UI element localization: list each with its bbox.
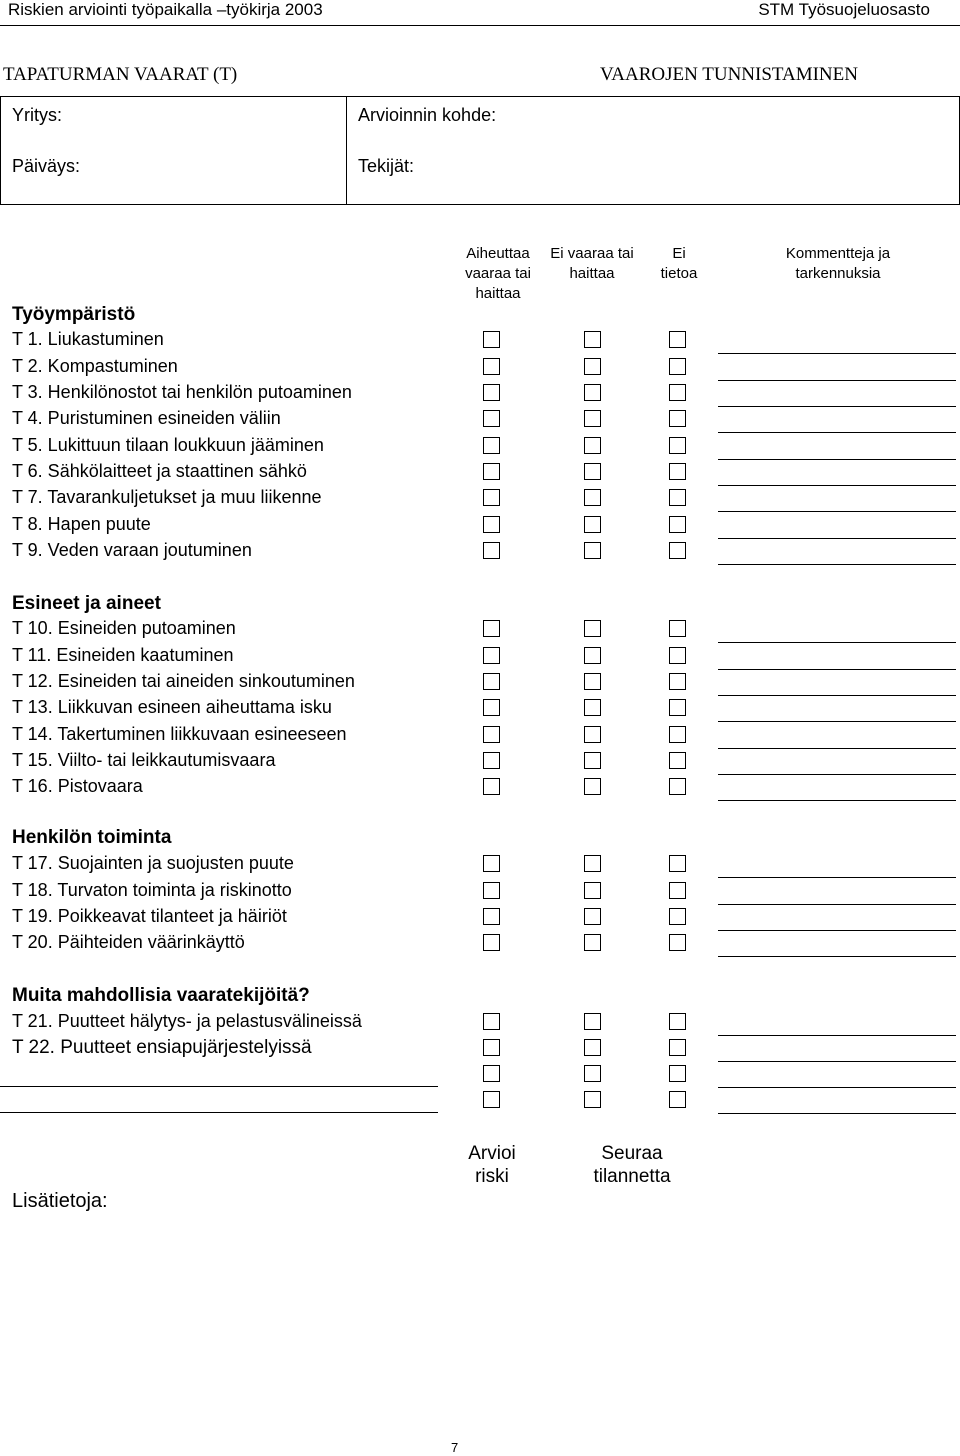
causes-hazard-checkbox[interactable] — [483, 882, 500, 899]
causes-hazard-checkbox[interactable] — [483, 1065, 500, 1082]
no-hazard-checkbox[interactable] — [584, 542, 601, 559]
comment-line[interactable] — [718, 642, 956, 643]
no-hazard-checkbox[interactable] — [584, 855, 601, 872]
free-text-line[interactable] — [0, 1086, 438, 1087]
hazard-item-label: T 12. Esineiden tai aineiden sinkoutuminen — [12, 671, 355, 691]
no-hazard-checkbox[interactable] — [584, 673, 601, 690]
causes-hazard-checkbox[interactable] — [483, 934, 500, 951]
comment-line[interactable] — [718, 1035, 956, 1036]
follow-up-label: Seuraa tilannetta — [593, 1143, 671, 1187]
causes-hazard-checkbox[interactable] — [483, 699, 500, 716]
no-info-checkbox[interactable] — [669, 934, 686, 951]
comment-line[interactable] — [718, 538, 956, 539]
assess-risk-label: Arvioi riski — [468, 1143, 516, 1187]
section-title: Muita mahdollisia vaaratekijöitä? — [12, 985, 310, 1006]
no-hazard-checkbox[interactable] — [584, 752, 601, 769]
no-info-checkbox[interactable] — [669, 1039, 686, 1056]
company-field[interactable] — [110, 102, 340, 128]
form-title: TAPATURMAN VAARAT (T) — [3, 64, 238, 85]
no-info-checkbox[interactable] — [669, 542, 686, 559]
no-hazard-checkbox[interactable] — [584, 882, 601, 899]
causes-hazard-checkbox[interactable] — [483, 620, 500, 637]
company-label: Yritys: — [12, 105, 63, 125]
no-hazard-checkbox[interactable] — [584, 410, 601, 427]
causes-hazard-checkbox[interactable] — [483, 1039, 500, 1056]
no-info-checkbox[interactable] — [669, 331, 686, 348]
col-comments: Kommentteja ja tarkennuksia — [785, 245, 891, 282]
causes-hazard-checkbox[interactable] — [483, 516, 500, 533]
no-info-checkbox[interactable] — [669, 358, 686, 375]
hazard-item-label: T 6. Sähkölaitteet ja staattinen sähkö — [12, 461, 307, 481]
causes-hazard-checkbox[interactable] — [483, 384, 500, 401]
comment-line[interactable] — [718, 432, 956, 433]
page-number: 7 — [451, 1440, 459, 1455]
comment-line[interactable] — [718, 956, 956, 957]
date-field[interactable] — [110, 152, 340, 178]
no-info-checkbox[interactable] — [669, 882, 686, 899]
comment-line[interactable] — [718, 930, 956, 931]
no-hazard-checkbox[interactable] — [584, 726, 601, 743]
comment-line[interactable] — [718, 877, 956, 878]
no-hazard-checkbox[interactable] — [584, 384, 601, 401]
authors-label: Tekijät: — [358, 156, 415, 176]
section-title: Esineet ja aineet — [12, 593, 161, 614]
no-info-checkbox[interactable] — [669, 647, 686, 664]
hazard-item-label: T 5. Lukittuun tilaan loukkuun jääminen — [12, 435, 324, 455]
causes-hazard-checkbox[interactable] — [483, 647, 500, 664]
hazard-item-label: T 22. Puutteet ensiapujärjestelyissä — [12, 1037, 312, 1058]
causes-hazard-checkbox[interactable] — [483, 410, 500, 427]
no-info-checkbox[interactable] — [669, 384, 686, 401]
no-info-checkbox[interactable] — [669, 855, 686, 872]
comment-line[interactable] — [718, 800, 956, 801]
hazard-item-label: T 18. Turvaton toiminta ja riskinotto — [12, 880, 292, 900]
comment-line[interactable] — [718, 774, 956, 775]
hazard-item-label: T 11. Esineiden kaatuminen — [12, 645, 234, 665]
free-text-line[interactable] — [0, 1112, 438, 1113]
col-causes-hazard: Aiheuttaa vaaraa tai haittaa — [465, 245, 531, 302]
no-info-checkbox[interactable] — [669, 778, 686, 795]
causes-hazard-checkbox[interactable] — [483, 489, 500, 506]
comment-line[interactable] — [718, 1113, 956, 1114]
comment-line[interactable] — [718, 721, 956, 722]
comment-line[interactable] — [718, 459, 956, 460]
comment-line[interactable] — [718, 669, 956, 670]
causes-hazard-checkbox[interactable] — [483, 1091, 500, 1108]
no-hazard-checkbox[interactable] — [584, 489, 601, 506]
authors-field[interactable] — [440, 152, 950, 178]
no-hazard-checkbox[interactable] — [584, 463, 601, 480]
no-hazard-checkbox[interactable] — [584, 699, 601, 716]
causes-hazard-checkbox[interactable] — [483, 673, 500, 690]
hazard-item-label: T 13. Liikkuvan esineen aiheuttama isku — [12, 697, 332, 717]
causes-hazard-checkbox[interactable] — [483, 331, 500, 348]
more-info-field[interactable] — [145, 1186, 445, 1214]
causes-hazard-checkbox[interactable] — [483, 778, 500, 795]
no-hazard-checkbox[interactable] — [584, 1091, 601, 1108]
causes-hazard-checkbox[interactable] — [483, 855, 500, 872]
form-subtitle: VAAROJEN TUNNISTAMINEN — [600, 64, 858, 85]
section-title: Työympäristö — [12, 304, 136, 325]
hazard-item-label: T 7. Tavarankuljetukset ja muu liikenne — [12, 487, 322, 507]
causes-hazard-checkbox[interactable] — [483, 726, 500, 743]
target-field[interactable] — [530, 102, 950, 128]
hazard-item-label: T 2. Kompastuminen — [12, 356, 178, 376]
hazard-item-label: T 4. Puristuminen esineiden väliin — [12, 408, 281, 428]
no-info-checkbox[interactable] — [669, 726, 686, 743]
no-info-checkbox[interactable] — [669, 673, 686, 690]
hazard-item-label: T 17. Suojainten ja suojusten puute — [12, 853, 294, 873]
col-no-info: Ei tietoa — [660, 245, 698, 282]
no-hazard-checkbox[interactable] — [584, 1065, 601, 1082]
no-info-checkbox[interactable] — [669, 463, 686, 480]
comment-line[interactable] — [718, 485, 956, 486]
comment-line[interactable] — [718, 748, 956, 749]
no-info-checkbox[interactable] — [669, 1013, 686, 1030]
info-divider — [346, 96, 347, 205]
hazard-item-label: T 14. Takertuminen liikkuvaan esineeseen — [12, 724, 347, 744]
no-hazard-checkbox[interactable] — [584, 934, 601, 951]
causes-hazard-checkbox[interactable] — [483, 437, 500, 454]
hazard-item-label: T 9. Veden varaan joutuminen — [12, 540, 252, 560]
comment-line[interactable] — [718, 695, 956, 696]
no-info-checkbox[interactable] — [669, 752, 686, 769]
no-info-checkbox[interactable] — [669, 489, 686, 506]
comment-line[interactable] — [718, 511, 956, 512]
no-hazard-checkbox[interactable] — [584, 1039, 601, 1056]
causes-hazard-checkbox[interactable] — [483, 1013, 500, 1030]
hazard-item-label: T 21. Puutteet hälytys- ja pelastusvälineissä — [12, 1011, 362, 1031]
no-hazard-checkbox[interactable] — [584, 778, 601, 795]
header-left: Riskien arviointi työpaikalla –työkirja 2003 — [8, 0, 323, 19]
header-right: STM Työsuojeluosasto — [758, 0, 930, 19]
no-hazard-checkbox[interactable] — [584, 620, 601, 637]
causes-hazard-checkbox[interactable] — [483, 542, 500, 559]
no-info-checkbox[interactable] — [669, 908, 686, 925]
no-info-checkbox[interactable] — [669, 437, 686, 454]
more-info-label: Lisätietoja: — [12, 1190, 108, 1212]
header-divider — [0, 25, 960, 26]
hazard-item-label: T 16. Pistovaara — [12, 776, 143, 796]
no-hazard-checkbox[interactable] — [584, 1013, 601, 1030]
comment-line[interactable] — [718, 380, 956, 381]
comment-line[interactable] — [718, 564, 956, 565]
causes-hazard-checkbox[interactable] — [483, 908, 500, 925]
no-hazard-checkbox[interactable] — [584, 437, 601, 454]
no-hazard-checkbox[interactable] — [584, 647, 601, 664]
hazard-item-label: T 1. Liukastuminen — [12, 329, 164, 349]
comment-line[interactable] — [718, 1061, 956, 1062]
no-hazard-checkbox[interactable] — [584, 331, 601, 348]
hazard-item-label: T 15. Viilto- tai leikkautumisvaara — [12, 750, 276, 770]
causes-hazard-checkbox[interactable] — [483, 463, 500, 480]
no-info-checkbox[interactable] — [669, 620, 686, 637]
no-info-checkbox[interactable] — [669, 1091, 686, 1108]
no-info-checkbox[interactable] — [669, 410, 686, 427]
target-label: Arvioinnin kohde: — [358, 105, 497, 125]
causes-hazard-checkbox[interactable] — [483, 358, 500, 375]
hazard-item-label: T 10. Esineiden putoaminen — [12, 618, 236, 638]
comment-line[interactable] — [718, 904, 956, 905]
comment-line[interactable] — [718, 353, 956, 354]
hazard-item-label: T 3. Henkilönostot tai henkilön putoaminen — [12, 382, 352, 402]
no-hazard-checkbox[interactable] — [584, 908, 601, 925]
hazard-item-label: T 8. Hapen puute — [12, 514, 151, 534]
col-no-hazard: Ei vaaraa tai haittaa — [550, 245, 634, 282]
hazard-item-label: T 20. Päihteiden väärinkäyttö — [12, 932, 245, 952]
no-info-checkbox[interactable] — [669, 699, 686, 716]
no-info-checkbox[interactable] — [669, 516, 686, 533]
date-label: Päiväys: — [12, 156, 81, 176]
section-title: Henkilön toiminta — [12, 827, 172, 848]
causes-hazard-checkbox[interactable] — [483, 752, 500, 769]
comment-line[interactable] — [718, 1087, 956, 1088]
no-hazard-checkbox[interactable] — [584, 516, 601, 533]
hazard-item-label: T 19. Poikkeavat tilanteet ja häiriöt — [12, 906, 287, 926]
no-hazard-checkbox[interactable] — [584, 358, 601, 375]
comment-line[interactable] — [718, 406, 956, 407]
no-info-checkbox[interactable] — [669, 1065, 686, 1082]
